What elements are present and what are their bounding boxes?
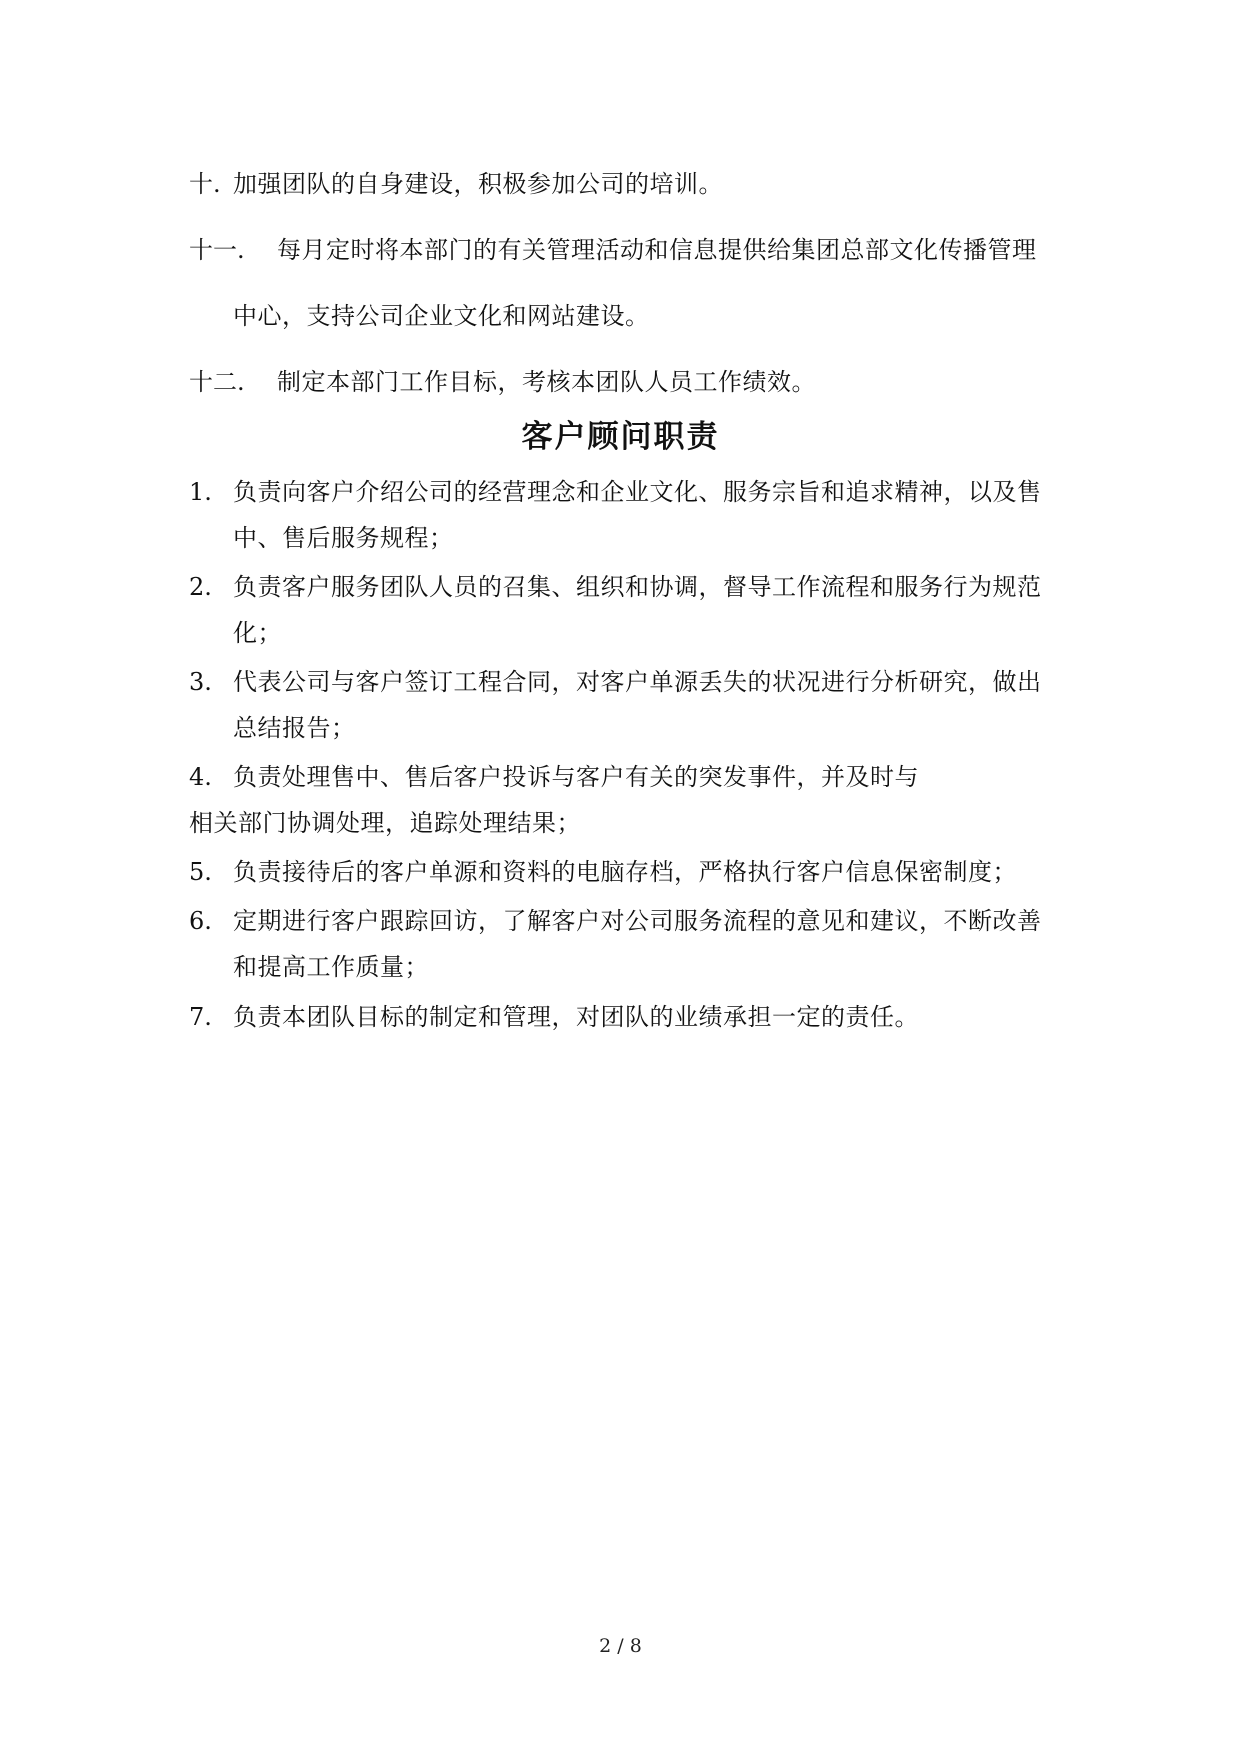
item-text-continuation: 中心，支持公司企业文化和网站建设。 (233, 302, 650, 330)
list-item-text: 代表公司与客户签订工程合同，对客户单源丢失的状况进行分析研究，做出 (233, 668, 1042, 696)
list-item-text: 负责处理售中、售后客户投诉与客户有关的突发事件，并及时与 (233, 763, 919, 791)
list-item-continuation: 化； (233, 619, 282, 647)
list-item-text: 负责客户服务团队人员的召集、组织和协调，督导工作流程和服务行为规范 (233, 573, 1042, 601)
section-title: 客户顾问职责 (521, 419, 720, 455)
list-item-text: 负责本团队目标的制定和管理，对团队的业绩承担一定的责任。 (233, 1003, 919, 1031)
list-item-continuation: 总结报告； (233, 714, 356, 742)
list-number: 6. (189, 907, 212, 935)
item-number: 十一. (189, 236, 245, 264)
list-number: 7. (189, 1003, 212, 1031)
list-number: 5. (189, 858, 212, 886)
list-item-continuation: 相关部门协调处理，追踪处理结果； (189, 809, 581, 837)
item-text: 加强团队的自身建设，积极参加公司的培训。 (233, 170, 723, 198)
list-item-continuation: 中、售后服务规程； (233, 524, 454, 552)
list-item-text: 定期进行客户跟踪回访，了解客户对公司服务流程的意见和建议，不断改善 (233, 907, 1042, 935)
list-item-text: 负责向客户介绍公司的经营理念和企业文化、服务宗旨和追求精神，以及售 (233, 478, 1042, 506)
list-item-continuation: 和提高工作质量； (233, 953, 429, 981)
list-number: 4. (189, 763, 212, 791)
item-number: 十二. (189, 368, 245, 396)
item-text: 制定本部门工作目标，考核本团队人员工作绩效。 (277, 368, 816, 396)
list-number: 1. (189, 478, 212, 506)
page-number: 2 / 8 (599, 1635, 642, 1657)
list-number: 3. (189, 668, 212, 696)
item-number: 十. (189, 170, 221, 198)
list-item-text: 负责接待后的客户单源和资料的电脑存档，严格执行客户信息保密制度； (233, 858, 1017, 886)
list-number: 2. (189, 573, 212, 601)
item-text: 每月定时将本部门的有关管理活动和信息提供给集团总部文化传播管理 (277, 236, 1037, 264)
